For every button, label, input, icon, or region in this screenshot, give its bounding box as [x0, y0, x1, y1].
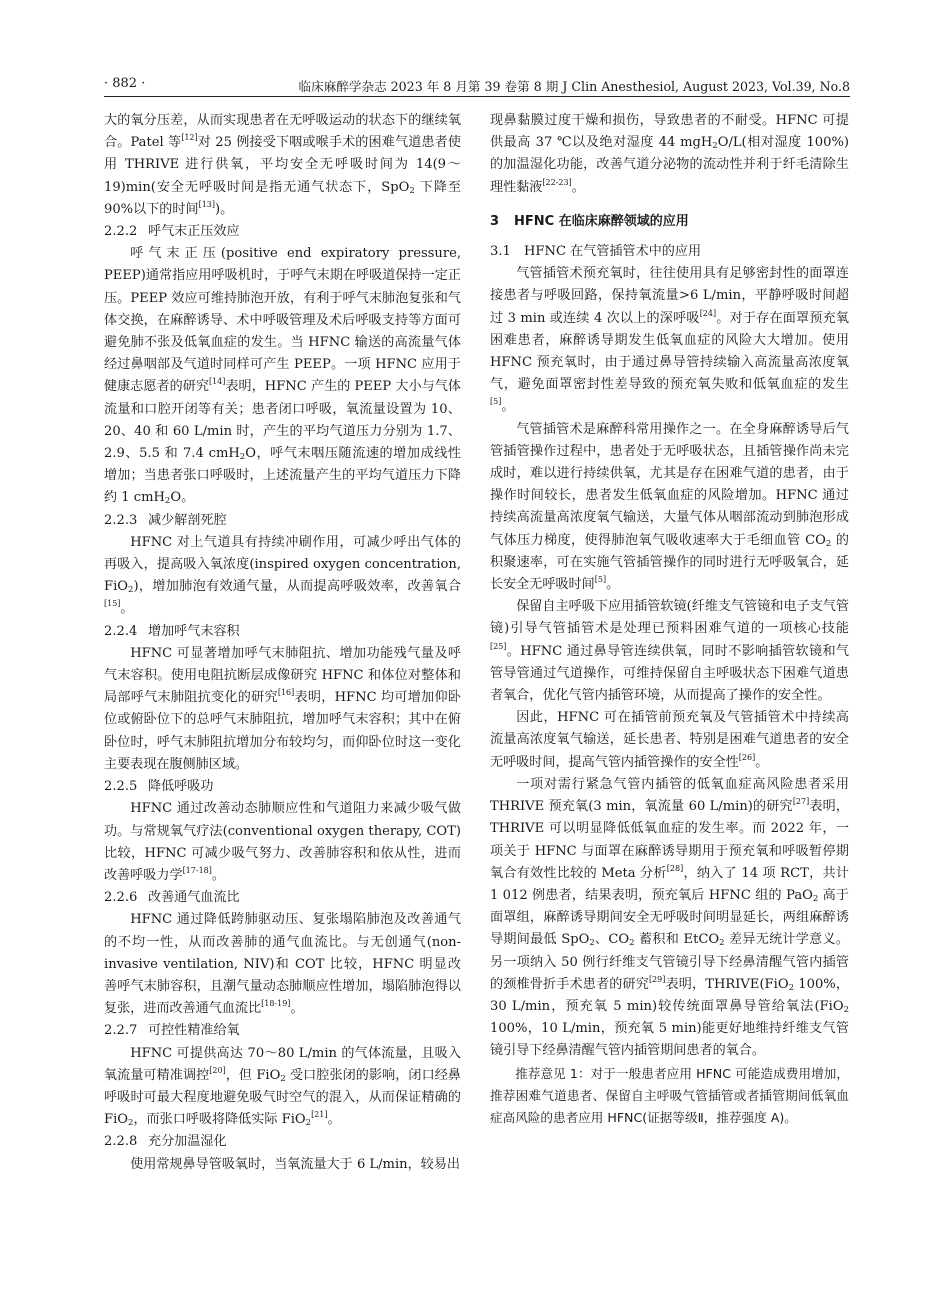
citation: [26]: [738, 752, 756, 762]
citation: [12]: [181, 133, 198, 143]
citation: [15]: [104, 599, 121, 609]
section-heading-2-2-8: 2.2.8 充分加温湿化: [104, 1134, 227, 1150]
citation: [20]: [209, 1065, 226, 1075]
paragraph: 保留自主呼吸下应用插管软镜(纤维支气管镜和电子支气管镜)引导气管插管术是处理已预料困难气道的一项核心技能[25]。HFNC 通过鼻导管连续供氧，同时不影响插管软镜和气管导管通过气道操作，可维持保留自主呼吸状态下困难气道患者氧合，优化气管内插管环境，从而提高了操作的安全性。: [490, 599, 849, 704]
section-heading-2-2-7: 2.2.7 可控性精准给氧: [104, 1023, 240, 1039]
left-column: [104, 110, 461, 1176]
section-heading-2-2-3: 2.2.3 减少解剖死腔: [104, 512, 227, 528]
paragraph: 现鼻黏膜过度干燥和损伤，导致患者的不耐受。HFNC 可提供最高 37 ℃以及绝对湿度 44 mgH$_2$O/L(相对湿度 100%)的加温湿化功能，改善气道分泌物的流动性并利于纤毛清除生理性黏液[22-23]。: [490, 113, 849, 195]
citation: [28]: [666, 863, 684, 873]
citation: [22-23]: [542, 177, 572, 187]
right-column: [490, 110, 849, 1129]
journal-citation: 临床麻醉学杂志 2023 年 8 月第 39 卷第 8 期 J Clin Anesthesiol, August 2023, Vol.39, No.8: [298, 79, 850, 94]
paragraph: HFNC 对上气道具有持续冲刷作用，可减少呼出气体的再吸入，提高吸入氧浓度(inspired oxygen concentration, FiO$_2$)，增加肺泡有效通气量，从而提高呼吸效率，改善氧合[15]。: [104, 534, 461, 617]
citation: [13]: [198, 199, 215, 209]
running-header: [104, 74, 850, 97]
paragraph: HFNC 可提供高达 70～80 L/min 的气体流量，且吸入氧流量可精准调控[20]，但 FiO$_2$ 受口腔张闭的影响，闭口经鼻呼吸时可最大程度地避免吸气时空气的混入，从而保证精确的 FiO$_2$，而张口呼吸将降低实际 FiO$_2$[21]。: [104, 1045, 461, 1129]
citation: [25]: [490, 641, 507, 651]
paragraph: 呼气末正压(positive end expiratory pressure, PEEP)通常指应用呼吸机时，于呼气末期在呼吸道保持一定正压。PEEP 效应可维持肺泡开放，有利于呼气末肺泡复张和气体交换，在麻醉诱导、术中呼吸管理及术后呼吸支持等方面可避免肺不张及低氧血症的发生。当 HFNC 输送的高流量气体经过鼻咽部及气道时同样可产生 PEEP。一项 HFNC 应用于健康志愿者的研究[14]表明，HFNC 产生的 PEEP 大小与气体流量和口腔开闭等有关；患者闭口呼吸，氧流量设置为 10、20、40 和 60 L/min 时，产生的平均气道压力分别为 1.7、2.9、5.5 和 7.4 cmH$_2$O，呼气末咽压随流速的增加成线性增加；当患者张口呼吸时，上述流量产生的平均气道压力下降约 1 cmH$_2$O。: [104, 246, 462, 507]
paragraph: HFNC 通过降低跨肺驱动压、复张塌陷肺泡及改善通气的不均一性，从而改善肺的通气血流比。与无创通气(non-invasive ventilation, NIV)和 COT 比较，HFNC 明显改善呼气末肺容积，且潮气量动态肺顺应性增加，塌陷肺泡得以复张，进而改善通气血流比[18-19]。: [104, 912, 461, 1017]
citation: [27]: [792, 797, 810, 807]
citation: [29]: [648, 974, 666, 984]
section-heading-3-1: 3.1 HFNC 在气管插管术中的应用: [490, 244, 702, 260]
section-heading-2-2-5: 2.2.5 降低呼吸功: [104, 779, 214, 795]
section-heading-3: 3 HFNC 在临床麻醉领域的应用: [490, 213, 689, 229]
citation: [24]: [699, 308, 717, 318]
citation: [16]: [277, 688, 295, 698]
citation: [21]: [311, 1110, 328, 1120]
paragraph: 使用常规鼻导管吸氧时，当氧流量大于 6 L/min，较易出: [130, 1156, 460, 1172]
paragraph: 因此，HFNC 可在插管前预充氧及气管插管术中持续高流量高浓度氧气输送，延长患者、特别是困难气道患者的安全无呼吸时间，提高气管内插管操作的安全性[26]。: [490, 710, 849, 770]
citation: [14]: [208, 377, 226, 387]
citation: [18-19]: [261, 999, 291, 1009]
section-heading-2-2-2: 2.2.2 呼气末正压效应: [104, 224, 240, 240]
paragraph: HFNC 通过改善动态肺顺应性和气道阻力来减少吸气做功。与常规氧气疗法(conventional oxygen therapy, COT)比较，HFNC 可减少吸气努力、改善肺容积和依从性，进而改善呼吸力学[17-18]。: [104, 801, 461, 883]
citation: [5]: [594, 575, 607, 585]
section-heading-2-2-4: 2.2.4 增加呼气末容积: [104, 623, 240, 639]
paragraph: HFNC 可显著增加呼气末肺阻抗、增加功能残气量及呼气末容积。使用电阻抗断层成像研究 HFNC 和体位对整体和局部呼气末肺阻抗变化的研究[16]表明，HFNC 均可增加仰卧位或俯卧位下的总呼气末肺阻抗，增加呼气末容积；其中在俯卧位时，呼气末肺阻抗增加分布较均匀，而仰卧位时这一变化主要表现在腹侧肺区域。: [104, 645, 461, 772]
section-heading-2-2-6: 2.2.6 改善通气血流比: [104, 890, 240, 906]
paragraph: 气管插管术是麻醉科常用操作之一。在全身麻醉诱导后气管插管操作过程中，患者处于无呼吸状态，且插管操作尚未完成时，难以进行持续供氧，尤其是存在困难气道的患者，由于操作时间较长，患者发生低氧血症的风险增加。HFNC 通过持续高流量高浓度氧气输送，大量气体从咽部流动到肺泡形成气体压力梯度，使得肺泡氧气吸收速率大于毛细血管 $CO_2$ 的积聚速率，可在实施气管插管操作的同时进行无呼吸氧合，延长安全无呼吸时间[5]。: [490, 421, 849, 593]
citation: [17-18]: [182, 865, 212, 875]
citation: [5]: [490, 397, 502, 407]
paragraph: 气管插管术预充氧时，往往使用具有足够密封性的面罩连接患者与呼吸回路，保持氧流量>6 L/min，平静呼吸时间超过 3 min 或连续 4 次以上的深呼吸[24]。对于存在面罩预充氧困难患者，麻醉诱导期发生低氧血症的风险大大增加。使用 HFNC 预充氧时，由于通过鼻导管持续输入高流量高浓度氧气，避免面罩密封性差导致的预充氧失败和低氧血症的发生[5]。: [490, 266, 850, 415]
recommendation-1: 推荐意见 1：对于一般患者应用 HFNC 可能造成费用增加，推荐困难气道患者、保留自主呼吸气管插管或者插管期间低氧血症高风险的患者应用 HFNC(证据等级Ⅱ，推荐强度 A)。: [490, 1065, 849, 1125]
paragraph: 一项对需行紧急气管内插管的低氧血症高风险患者采用 THRIVE 预充氧(3 min，氧流量 60 L/min)的研究[27]表明，THRIVE 可以明显降低低氧血症的发生率。而 2022 年，一项关于 HFNC 与面罩在麻醉诱导期用于预充氧和呼吸暂停期氧合有效性比较的 Meta 分析[28]，纳入了 14 项 RCT，共计 1 012 例患者，结果表明，预充氧后 HFNC 组的 PaO$_2$ 高于面罩组，麻醉诱导期间安全无呼吸时间明显延长，两组麻醉诱导期间最低 SpO$_2$、$CO_2$ 蓄积和 EtCO$_2$ 差异无统计学意义。另一项纳入 50 例行纤维支气管镜引导下经鼻清醒气管内插管的颈椎骨折手术患者的研究[29]表明，THRIVE(FiO$_2$ 100%，30 L/min，预充氧 5 min)较传统面罩鼻导管给氧法(FiO$_2$ 100%，10 L/min，预充氧 5 min)能更好地维持纤维支气管镜引导下经鼻清醒气管内插管期间患者的氧合。: [490, 776, 850, 1059]
paragraph: 大的氧分压差，从而实现患者在无呼吸运动的状态下的继续氧合。Patel 等[12]对 25 例接受下咽或喉手术的困难气道患者使用 THRIVE 进行供氧，平均安全无呼吸时间为 14(9～19)min(安全无呼吸时间是指无通气状态下，SpO$_2$ 下降至 90%以下的时间[13])。: [104, 113, 461, 217]
page-number: · 882 ·: [104, 76, 146, 91]
